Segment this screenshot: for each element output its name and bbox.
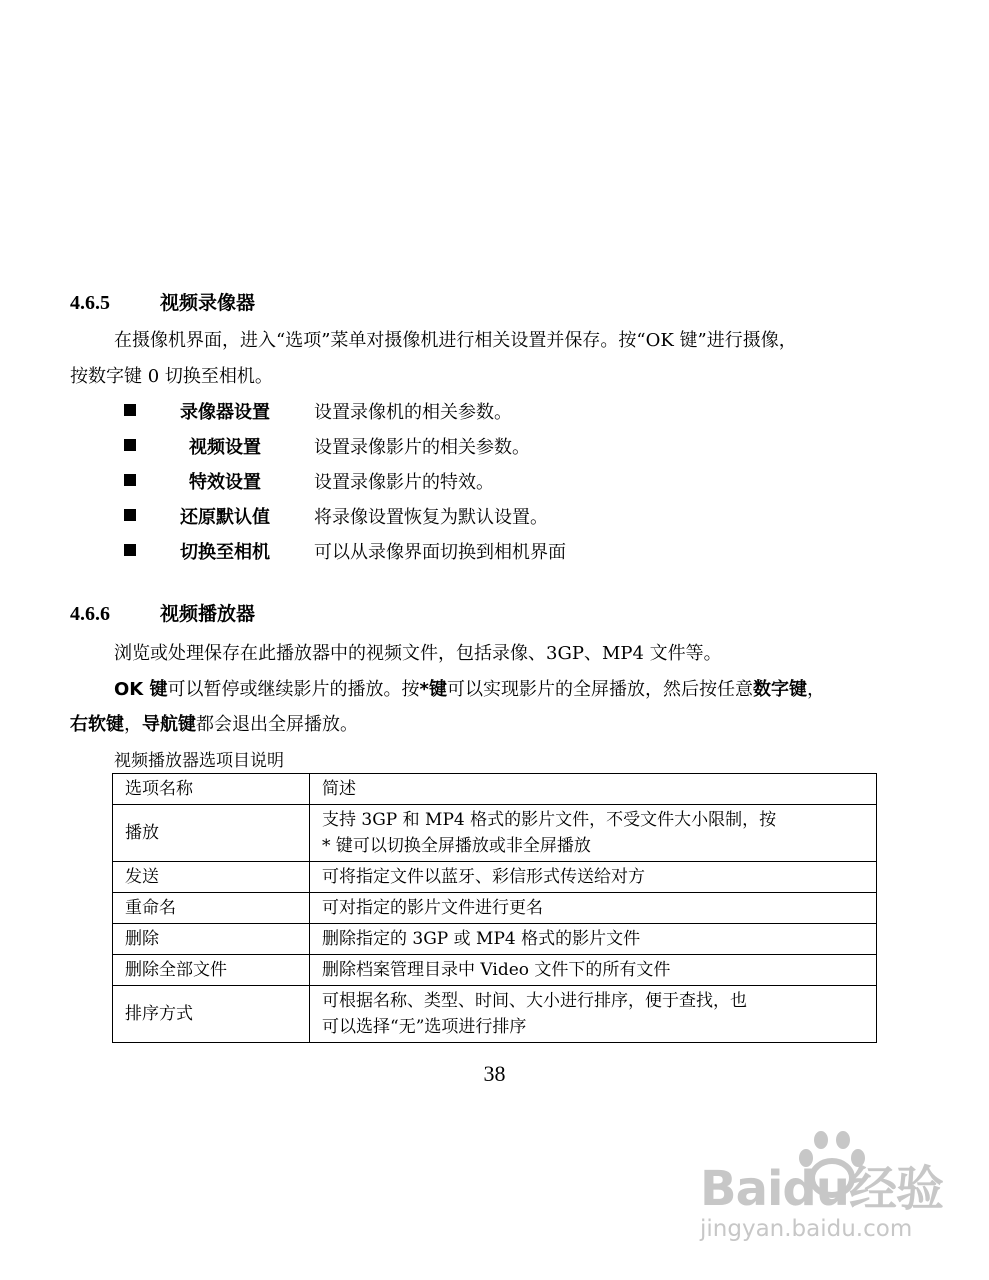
table-cell-name: 播放 (113, 805, 310, 862)
table-row (113, 805, 877, 862)
paragraph-intro-line2: 按数字键 0 切换至相机。 (70, 366, 273, 387)
desc-line: * 键可以切换全屏播放或非全屏播放 (322, 836, 591, 856)
desc-line: 支持 3GP 和 MP4 格式的影片文件，不受文件大小限制，按 (322, 810, 777, 830)
bullet-square-icon (124, 544, 136, 556)
bullet-term: 切换至相机 (180, 542, 270, 563)
desc-line: 可以选择“无”选项进行排序 (322, 1017, 527, 1037)
bullet-term: 特效设置 (189, 472, 261, 493)
table-cell-name: 排序方式 (113, 986, 310, 1043)
paragraph-player-intro: 浏览或处理保存在此播放器中的视频文件，包括录像、3GP、MP4 文件等。 (114, 643, 722, 664)
text-span: 都会退出全屏播放。 (196, 714, 358, 735)
table-cell-desc (310, 986, 877, 1043)
table-header-row (113, 774, 877, 805)
baidu-watermark (700, 1128, 960, 1258)
table-cell-name: 发送 (113, 862, 310, 893)
table-cell-name: 重命名 (113, 893, 310, 924)
paragraph-keys-line2 (70, 707, 358, 743)
bullet-item (0, 500, 989, 535)
bullet-desc: 可以从录像界面切换到相机界面 (314, 542, 566, 563)
bullet-item (0, 430, 989, 465)
text-span: 可以实现影片的全屏播放，然后按任意 (446, 679, 753, 700)
table-row (113, 862, 877, 893)
table-cell-desc: 删除指定的 3GP 或 MP4 格式的影片文件 (310, 924, 877, 955)
bullet-list (0, 395, 989, 570)
bold-ok-key: OK 键 (114, 679, 168, 700)
bullet-square-icon (124, 439, 136, 451)
table-caption: 视频播放器选项目说明 (114, 751, 284, 771)
paragraph-keys-line1 (114, 672, 825, 708)
table-row (113, 924, 877, 955)
bold-number-key: 数字键 (752, 679, 807, 700)
bullet-desc: 设置录像机的相关参数。 (314, 402, 512, 423)
bullet-term: 视频设置 (189, 437, 261, 458)
bullet-square-icon (124, 404, 136, 416)
options-table (112, 773, 877, 1043)
page-number: 38 (483, 1061, 506, 1086)
bullet-desc: 将录像设置恢复为默认设置。 (314, 507, 548, 528)
bullet-desc: 设置录像影片的相关参数。 (314, 437, 530, 458)
table-header-cell: 选项名称 (113, 774, 310, 805)
table-cell-desc (310, 805, 877, 862)
bullet-item (0, 395, 989, 430)
section-number: 4.6.5 (70, 292, 110, 314)
table-cell-name: 删除 (113, 924, 310, 955)
bold-nav-key: 导航键 (142, 714, 196, 735)
text-span: 可以暂停或继续影片的播放。按 (167, 679, 420, 700)
watermark-url: jingyan.baidu.com (700, 1216, 913, 1242)
bullet-square-icon (124, 509, 136, 521)
section-heading-465 (70, 288, 255, 315)
section-title: 视频播放器 (160, 603, 256, 625)
bullet-square-icon (124, 474, 136, 486)
table-row (113, 893, 877, 924)
bullet-item (0, 465, 989, 500)
bullet-term: 还原默认值 (180, 507, 270, 528)
watermark-brand: Baidu经验 (700, 1161, 943, 1217)
table-cell-name: 删除全部文件 (113, 955, 310, 986)
section-number: 4.6.6 (70, 603, 110, 625)
bold-star-key: *键 (419, 679, 447, 700)
desc-line: 可根据名称、类型、时间、大小进行排序，便于查找，也 (322, 991, 747, 1011)
table-row (113, 986, 877, 1043)
table-cell-desc: 可将指定文件以蓝牙、彩信形式传送给对方 (310, 862, 877, 893)
table-cell-desc: 删除档案管理目录中 Video 文件下的所有文件 (310, 955, 877, 986)
section-heading-466 (70, 599, 255, 626)
section-title: 视频录像器 (160, 292, 256, 314)
text-span: ， (124, 714, 142, 735)
bullet-term: 录像器设置 (180, 402, 270, 423)
table-cell-desc: 可对指定的影片文件进行更名 (310, 893, 877, 924)
bold-right-softkey: 右软键 (70, 714, 124, 735)
bullet-desc: 设置录像影片的特效。 (314, 472, 494, 493)
table-row (113, 955, 877, 986)
table-header-cell: 简述 (310, 774, 877, 805)
text-span: ， (806, 679, 825, 700)
paragraph-intro-line1: 在摄像机界面，进入“选项”菜单对摄像机进行相关设置并保存。按“OK 键”进行摄像， (114, 330, 797, 351)
bullet-item (0, 535, 989, 570)
